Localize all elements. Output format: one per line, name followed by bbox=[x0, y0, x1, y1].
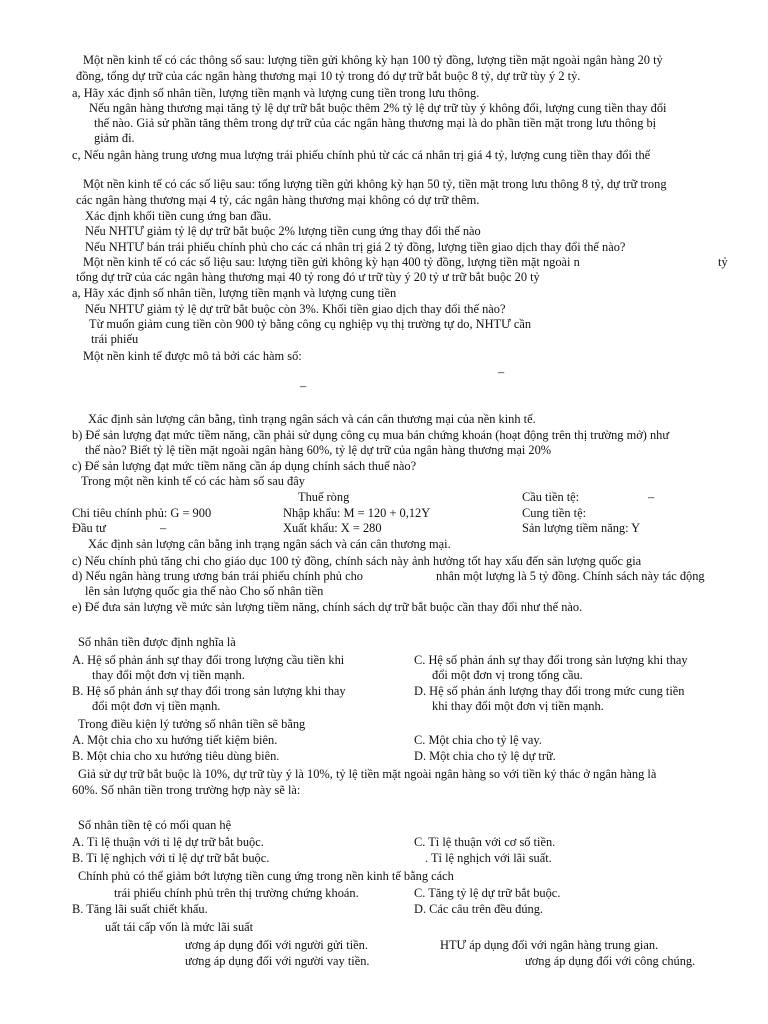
question-2-option-d: D. Một chia cho tỷ lệ dự trữ. bbox=[414, 749, 556, 763]
question-1-option-b-line-2: đổi một đơn vị tiền mạnh. bbox=[92, 699, 221, 713]
question-4-stem: Số nhân tiền tệ có mối quan hệ bbox=[78, 818, 232, 832]
question-1-option-c-line-1: C. Hệ số phản ánh sự thay đổi trong sản lượng khi thay bbox=[414, 653, 688, 667]
exports-function: Xuất khẩu: X = 280 bbox=[283, 521, 382, 535]
question-4-option-b: B. Tỉ lệ nghịch với tỉ lệ dự trữ bắt buộc. bbox=[72, 851, 270, 865]
problem-1-part-b-line-2: thế nào. Giả sử phần tăng thêm trong dự trữ của các ngân hàng thương mại là do phần tiền mặt trong lưu thông bị bbox=[94, 116, 657, 130]
problem-3-part-a: a, Hãy xác định số nhân tiền, lượng tiền mạnh và lượng cung tiền bbox=[72, 286, 397, 300]
question-4-option-a: A. Tỉ lệ thuận với tỉ lệ dự trữ bắt buộc. bbox=[72, 835, 264, 849]
question-3-line-1: Giả sử dự trữ bắt buộc là 10%, dự trữ tùy ý là 10%, tỷ lệ tiền mặt ngoài ngân hàng so với tiền ký thác ở ngân hàng là bbox=[78, 767, 657, 781]
imports-function: Nhập khẩu: M = 120 + 0,12Y bbox=[283, 506, 431, 520]
problem-4-intro: Một nền kinh tế được mô tả bởi các hàm số: bbox=[83, 349, 302, 363]
problem-5-part-d-line-1a: d) Nếu ngân hàng trung ương bán trái phiếu chính phủ cho bbox=[72, 569, 363, 583]
problem-4-dash-2: – bbox=[300, 379, 307, 393]
problem-5-part-d-line-1b: nhân một lượng là 5 tỷ đồng. Chính sách này tác động bbox=[436, 569, 705, 583]
question-4-option-c: C. Tỉ lệ thuận với cơ số tiền. bbox=[414, 835, 556, 849]
problem-2-part-c: Nếu NHTƯ bán trái phiếu chính phủ cho các cá nhân trị giá 2 tỷ đồng, lượng tiền giao dịch thay đổi thế nào? bbox=[85, 240, 626, 254]
problem-3-part-c-line-1: Từ muốn giảm cung tiền còn 900 tỷ bằng công cụ nghiệp vụ thị trường tự do, NHTƯ cần bbox=[89, 317, 532, 331]
problem-4-dash-1: – bbox=[498, 365, 505, 379]
question-1-option-a-line-2: thay đổi một đơn vị tiền mạnh. bbox=[92, 668, 245, 682]
money-demand-label: Cầu tiền tệ: bbox=[522, 490, 580, 504]
money-demand-dash: – bbox=[648, 490, 655, 504]
problem-5-intro: Trong một nền kinh tế có các hàm số sau đây bbox=[81, 474, 305, 488]
question-4-option-d: . Tỉ lệ nghịch với lãi suất. bbox=[425, 851, 552, 865]
investment-dash: – bbox=[160, 521, 167, 535]
problem-3-line-2: tổng dự trữ của các ngân hàng thương mại 40 tỷ rong đó ư trữ tùy ý 20 tỷ ư trữ bắt buộc 20 tỷ bbox=[76, 270, 540, 284]
problem-1-part-c: c, Nếu ngân hàng trung ương mua lượng trái phiếu chính phủ từ các cá nhân trị giá 4 tỷ, lượng cung tiền thay đổi thế bbox=[72, 148, 651, 162]
question-6-option-c: HTƯ áp dụng đối với ngân hàng trung gian. bbox=[440, 938, 659, 952]
question-5-option-a: trái phiếu chính phủ trên thị trường chứng khoán. bbox=[114, 886, 359, 900]
question-1-stem: Số nhân tiền được định nghĩa là bbox=[78, 635, 236, 649]
problem-5-part-a: Xác định sản lượng cân bằng inh trạng ngân sách và cán cân thương mại. bbox=[88, 537, 451, 551]
question-1-option-d-line-2: khi thay đổi một đơn vị tiền mạnh. bbox=[432, 699, 604, 713]
problem-1-line-1: Một nền kinh tế có các thông số sau: lượng tiền gửi không kỳ hạn 100 tỷ đồng, lượng tiền mặt ngoài ngân hàng 20 tỷ bbox=[83, 53, 663, 67]
problem-4-part-b-line-1: b) Để sản lượng đạt mức tiềm năng, cần phải sử dụng công cụ mua bán chứng khoán (hoạt động trên thị trường mở) như bbox=[72, 428, 670, 442]
problem-1-part-b-line-1: Nếu ngân hàng thương mại tăng tỷ lệ dự trữ bắt buộc thêm 2% tỷ lệ dự trữ tùy ý không đổi, lượng cung tiền thay đổi bbox=[89, 101, 667, 115]
question-2-stem: Trong điều kiện lý tưởng số nhân tiền sẽ bằng bbox=[78, 717, 306, 731]
problem-4-part-c: c) Để sản lượng đạt mức tiềm năng cần áp dụng chính sách thuế nào? bbox=[72, 459, 417, 473]
question-6-option-b: ương áp dụng đối với người vay tiền. bbox=[185, 954, 370, 968]
problem-2-line-1: Một nền kinh tế có các số liệu sau: tổng lượng tiền gửi không kỳ hạn 50 tỷ, tiền mặt trong lưu thông 8 tỷ, dự trữ trong bbox=[83, 177, 667, 191]
problem-3-part-c-line-2: trái phiếu bbox=[91, 332, 139, 346]
question-6-stem: uất tái cấp vốn là mức lãi suất bbox=[105, 920, 254, 934]
problem-2-part-a: Xác định khối tiền cung ứng ban đầu. bbox=[85, 209, 272, 223]
problem-3-line-1-end: tỷ bbox=[718, 255, 728, 269]
question-1-option-b-line-1: B. Hệ số phản ánh sự thay đổi trong sản lượng khi thay bbox=[72, 684, 346, 698]
question-2-option-c: C. Một chia cho tỷ lệ vay. bbox=[414, 733, 542, 747]
question-1-option-c-line-2: đổi một đơn vị trong tổng cầu. bbox=[432, 668, 583, 682]
question-5-option-d: D. Các câu trên đều đúng. bbox=[414, 902, 544, 916]
question-1-option-d-line-1: D. Hệ số phản ánh lượng thay đổi trong mức cung tiền bbox=[414, 684, 685, 698]
net-tax-label: Thuế ròng bbox=[298, 490, 350, 504]
problem-3-part-b: Nếu NHTƯ giảm tỷ lệ dự trữ bắt buộc còn 3%. Khối tiền giao dịch thay đổi thế nào? bbox=[85, 302, 506, 316]
question-2-option-a: A. Một chia cho xu hướng tiết kiệm biên. bbox=[72, 733, 278, 747]
problem-5-part-e: e) Để đưa sản lượng về mức sản lượng tiềm năng, chính sách dự trữ bắt buộc cần thay đổi như thế nào. bbox=[72, 600, 583, 614]
problem-1-part-b-line-3: giảm đi. bbox=[94, 131, 135, 145]
problem-4-part-b-line-2: thế nào? Biết tỷ lệ tiền mặt ngoài ngân hàng 60%, tỷ lệ dự trữ của ngân hàng thương mại 20% bbox=[85, 443, 552, 457]
investment-label: Đầu tư bbox=[72, 521, 106, 535]
question-5-stem: Chính phủ có thể giảm bớt lượng tiền cung ứng trong nền kinh tế bằng cách bbox=[78, 869, 454, 883]
problem-5-part-c: c) Nếu chính phủ tăng chi cho giáo dục 100 tỷ đồng, chính sách này ảnh hưởng tốt hay xấu đến sản lượng quốc gia bbox=[72, 554, 642, 568]
problem-2-line-2: các ngân hàng thương mại 4 tỷ, các ngân hàng thương mại không có dự trữ thêm. bbox=[76, 193, 480, 207]
government-spending: Chi tiêu chính phủ: G = 900 bbox=[72, 506, 212, 520]
potential-output-label: Sản lượng tiềm năng: Y bbox=[522, 521, 641, 535]
problem-5-part-d-line-2: lên sản lượng quốc gia thế nào Cho số nhân tiền bbox=[85, 584, 324, 598]
question-1-option-a-line-1: A. Hệ số phản ánh sự thay đổi trong lượng cầu tiền khi bbox=[72, 653, 345, 667]
problem-3-line-1: Một nền kinh tế có các số liệu sau: lượng tiền gửi không kỳ hạn 400 tỷ đồng, lượng tiền mặt ngoài n bbox=[83, 255, 580, 269]
problem-1-part-a: a, Hãy xác định số nhân tiền, lượng tiền mạnh và lượng cung tiền trong lưu thông. bbox=[72, 86, 480, 100]
question-2-option-b: B. Một chia cho xu hướng tiêu dùng biên. bbox=[72, 749, 280, 763]
question-5-option-b: B. Tăng lãi suất chiết khấu. bbox=[72, 902, 208, 916]
question-6-option-d: ương áp dụng đối với công chúng. bbox=[525, 954, 696, 968]
question-5-option-c: C. Tăng tỷ lệ dự trữ bắt buộc. bbox=[414, 886, 561, 900]
problem-2-part-b: Nếu NHTƯ giảm tỷ lệ dự trữ bắt buộc 2% lượng tiền cung ứng thay đổi thế nào bbox=[85, 224, 481, 238]
problem-4-part-a: Xác định sản lượng cân bằng, tình trạng ngân sách và cán cân thương mại của nền kinh tế. bbox=[88, 412, 536, 426]
question-6-option-a: ương áp dụng đối với người gửi tiền. bbox=[185, 938, 368, 952]
question-3-line-2: 60%. Số nhân tiền trong trường hợp này sẽ là: bbox=[72, 783, 301, 797]
money-supply-label: Cung tiền tệ: bbox=[522, 506, 587, 520]
problem-1-line-2: đồng, tổng dự trữ của các ngân hàng thương mại 10 tỷ trong đó dự trữ bắt buộc 8 tỷ, dự trữ tùy ý 2 tỷ. bbox=[76, 69, 581, 83]
